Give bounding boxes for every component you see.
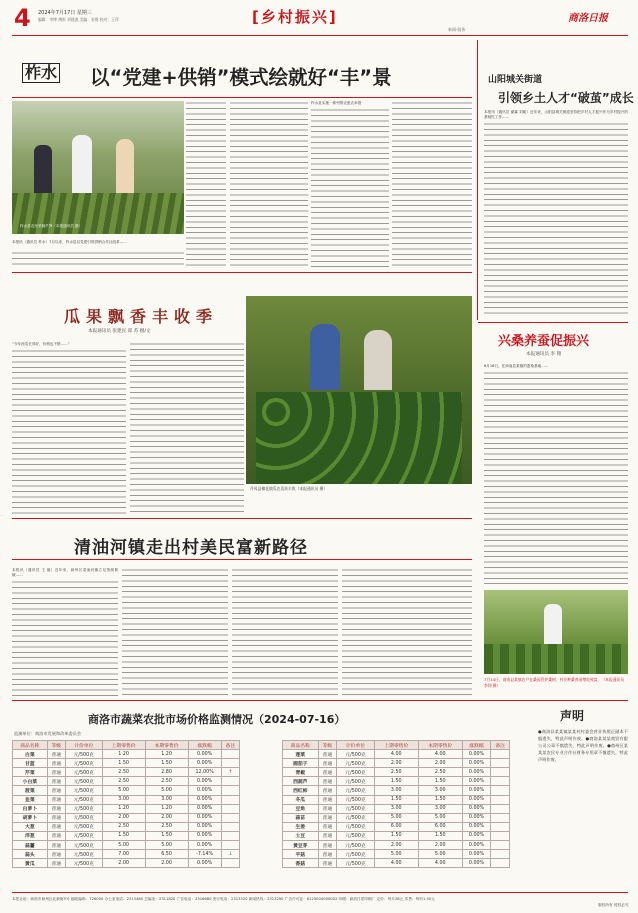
table-cell: 普通 <box>47 850 65 859</box>
farmer-figure <box>310 324 340 390</box>
column-header: 商品名称 <box>13 741 48 750</box>
table-cell: 元/500克 <box>337 822 375 831</box>
table-cell: 0.00% <box>188 777 221 786</box>
article1-tag: 柞水 <box>22 63 60 83</box>
table-cell <box>491 777 510 786</box>
table-cell: 1.20 <box>102 804 145 813</box>
article3-frame-top <box>12 272 472 273</box>
table-cell: 1.50 <box>418 777 462 786</box>
table-cell: 元/500克 <box>337 804 375 813</box>
table-cell <box>221 750 239 759</box>
table-cell: 普通 <box>318 859 337 868</box>
news-label: 新闻·服务 <box>448 27 466 32</box>
table-cell: 7.00 <box>102 850 145 859</box>
table-top-rule <box>12 700 628 701</box>
table-cell: 0.00% <box>462 777 491 786</box>
table-cell <box>221 822 239 831</box>
table-cell: 菠菜 <box>13 786 48 795</box>
table-cell: 4.00 <box>374 750 418 759</box>
article2-title-line2: 引领乡土人才“破茧”成长 <box>498 91 634 105</box>
table-row <box>13 777 240 786</box>
table-cell: 5.00 <box>418 813 462 822</box>
issue-date: 2024年7月17日 星期三 <box>38 10 92 16</box>
table-cell: 1.50 <box>374 777 418 786</box>
table-cell: 普通 <box>47 795 65 804</box>
table-cell: 元/500克 <box>337 759 375 768</box>
table-cell: 2.00 <box>102 859 145 868</box>
table-cell <box>491 768 510 777</box>
table-cell: 6.00 <box>418 822 462 831</box>
table-cell: 元/500克 <box>337 850 375 859</box>
table-cell: 普通 <box>318 804 337 813</box>
table-cell: 12.00% <box>188 768 221 777</box>
table-cell: 0.00% <box>462 841 491 850</box>
watermelon-pile <box>256 392 462 484</box>
table-header-row <box>13 741 240 750</box>
table-cell <box>491 831 510 840</box>
table-cell: 1.50 <box>374 795 418 804</box>
article3-authors: 本报通讯员 张建民 郑 苏 摄/文 <box>88 329 151 334</box>
table-cell: 元/500克 <box>65 841 102 850</box>
column-header: 本期零售价 <box>145 741 188 750</box>
table-cell: 2.00 <box>145 813 188 822</box>
table-cell: 普通 <box>318 786 337 795</box>
table-cell: 普通 <box>318 841 337 850</box>
table-cell: 元/500克 <box>337 841 375 850</box>
table-cell: 元/500克 <box>65 786 102 795</box>
table-cell: 元/500克 <box>65 795 102 804</box>
table-cell: 胡萝卜 <box>13 813 48 822</box>
table-cell: 西葫芦 <box>283 777 319 786</box>
table-cell: 洋葱 <box>13 831 48 840</box>
article1-byline: 本报讯（通讯员 柞水）7月以来，柞水县以党建引领供销合作社改革…… <box>12 240 127 244</box>
table-cell: 3.00 <box>145 795 188 804</box>
table-cell: 生姜 <box>283 822 319 831</box>
table-cell: 普通 <box>47 831 65 840</box>
table-cell: 芹菜 <box>13 768 48 777</box>
table-cell: 0.00% <box>188 813 221 822</box>
column-header: 备注 <box>491 741 510 750</box>
article5-divider <box>12 559 472 560</box>
table-cell: 元/500克 <box>337 813 375 822</box>
table-cell: 元/500克 <box>65 813 102 822</box>
table-cell: 4.00 <box>374 859 418 868</box>
article5-body-col3 <box>232 568 338 696</box>
table-cell: 甘蓝 <box>13 759 48 768</box>
table-cell: 2.00 <box>145 859 188 868</box>
section-title: [乡村振兴] <box>252 8 338 26</box>
table-cell: 1.50 <box>374 831 418 840</box>
table-cell: 白菜 <box>13 750 48 759</box>
table-cell: 2.00 <box>102 813 145 822</box>
table-cell: -7.14% <box>188 850 221 859</box>
column-header: 上期零售价 <box>374 741 418 750</box>
column-header: 商品名称 <box>283 741 319 750</box>
table-cell: 2.80 <box>145 768 188 777</box>
table-cell: 1.50 <box>102 759 145 768</box>
table-row <box>283 750 510 759</box>
table-cell <box>491 841 510 850</box>
article1-photo-caption: 柞水县农民采摘芦笋（本报通讯员 摄） <box>20 224 83 228</box>
table-cell: 黄豆芽 <box>283 841 319 850</box>
table-cell: 韭菜 <box>13 795 48 804</box>
table-cell <box>491 750 510 759</box>
notice-title: 声明 <box>560 709 585 723</box>
table-cell: 土豆 <box>283 831 319 840</box>
article1-divider <box>12 97 472 98</box>
table-cell: 0.00% <box>462 804 491 813</box>
table-cell: 1.20 <box>145 804 188 813</box>
table-cell: 蒜薹 <box>13 841 48 850</box>
table-cell: 普通 <box>318 777 337 786</box>
column-header: 计价单位 <box>65 741 102 750</box>
table-cell: 6.50 <box>145 850 188 859</box>
table-cell <box>221 813 239 822</box>
table-cell: 元/500克 <box>65 831 102 840</box>
table-cell: 小白菜 <box>13 777 48 786</box>
table-cell: 普通 <box>47 768 65 777</box>
table-cell: 0.00% <box>188 750 221 759</box>
table-cell <box>491 786 510 795</box>
footer-rule <box>12 892 628 893</box>
table-cell: 青椒 <box>283 768 319 777</box>
table-cell: 0.00% <box>462 822 491 831</box>
editors-line: 编辑：李博 傅彤 刘建波 美编：张维 校对：王萍 <box>38 17 119 22</box>
article3-photo <box>246 296 472 484</box>
table-cell <box>221 795 239 804</box>
table-cell: 普通 <box>318 768 337 777</box>
article2-byline: 本报讯（通讯员 谢霖 刘璇）近年来，山阳县城关街道坚持把乡村人才振兴作为乡村振兴的基础性工作…… <box>484 110 628 120</box>
footer-copyright: 版权所有 侵权必究 <box>598 903 629 907</box>
table-cell: 0.00% <box>188 759 221 768</box>
table-cell <box>491 822 510 831</box>
article1-body-col4 <box>392 101 472 269</box>
table-cell: 3.00 <box>418 804 462 813</box>
table-cell: 元/500克 <box>337 768 375 777</box>
table-row <box>283 786 510 795</box>
table-cell: 元/500克 <box>337 750 375 759</box>
table-cell: 2.00 <box>374 759 418 768</box>
table-cell <box>221 777 239 786</box>
table-cell: 普通 <box>47 759 65 768</box>
table-cell <box>491 850 510 859</box>
table-cell: 5.00 <box>374 850 418 859</box>
table-cell: ↓ <box>221 850 239 859</box>
article3-lead: “今年西瓜长得好，价格也不错……” <box>12 342 70 346</box>
table-row <box>13 804 240 813</box>
table-cell: 0.00% <box>188 841 221 850</box>
table-cell: 0.00% <box>462 786 491 795</box>
table-cell: 香菇 <box>283 859 319 868</box>
notice-body: ●商洛县某某镇某某村村委会营业执照正副本不慎遗失，特此声明作废。●商洛某某某商贸有限公司公章不慎遗失，特此声明作废。●商州区某某某农民专业合作社财务专用章不慎遗失，特此声明作废。 <box>538 729 628 762</box>
article4-photo-caption: 7月14日，商南县某镇农户在桑园管护桑树，村民种桑养蚕增收致富。（本报通讯员 李翔 摄） <box>484 677 625 688</box>
table-cell: 1.20 <box>102 750 145 759</box>
masthead-rule <box>12 35 628 36</box>
price-table-right <box>282 740 510 868</box>
column-header: 等级 <box>47 741 65 750</box>
table-row <box>283 795 510 804</box>
page-number: 4 <box>14 4 31 32</box>
article5-body-col4 <box>342 568 472 696</box>
table-cell: 2.50 <box>374 768 418 777</box>
table-cell: 4.00 <box>418 750 462 759</box>
article3-title: 瓜果飘香丰收季 <box>64 307 219 326</box>
table-row <box>13 795 240 804</box>
article3-body-col2 <box>130 342 244 514</box>
table-cell: 元/500克 <box>337 786 375 795</box>
article1-lead: 柞水县实施一系列帮农惠农举措 <box>311 101 362 105</box>
table-cell: 普通 <box>318 850 337 859</box>
table-cell <box>221 831 239 840</box>
table-cell: 黄瓜 <box>13 859 48 868</box>
article4-title: 兴桑养蚕促振兴 <box>498 334 590 349</box>
table-cell: 普通 <box>318 831 337 840</box>
farmer-figure <box>116 139 134 193</box>
table-row <box>13 850 240 859</box>
table-cell <box>221 759 239 768</box>
table-cell: 普通 <box>47 786 65 795</box>
table-header-row <box>283 741 510 750</box>
article4-authors: 本报通讯员 李 翔 <box>526 352 562 357</box>
article5-body-col1 <box>12 580 118 696</box>
table-cell: 西红柿 <box>283 786 319 795</box>
article5-body-col2 <box>122 568 228 696</box>
table-cell <box>221 804 239 813</box>
table-cell: 1.50 <box>418 831 462 840</box>
table-cell: 元/500克 <box>337 795 375 804</box>
table-cell: 蒜头 <box>13 850 48 859</box>
table-row <box>283 822 510 831</box>
table-cell: 2.50 <box>418 768 462 777</box>
table-cell: 白萝卜 <box>13 804 48 813</box>
table-row <box>283 841 510 850</box>
article2-body <box>484 122 628 318</box>
table-cell: 豆角 <box>283 804 319 813</box>
table-cell: 元/500克 <box>65 822 102 831</box>
article4-body <box>484 371 628 586</box>
table-row <box>13 841 240 850</box>
table-cell: 1.50 <box>145 831 188 840</box>
table-cell: 普通 <box>47 841 65 850</box>
article3-frame-bottom <box>12 518 472 519</box>
table-cell: 普通 <box>47 822 65 831</box>
table-cell <box>221 859 239 868</box>
article4-photo <box>484 590 628 674</box>
table-row <box>13 759 240 768</box>
table-cell: 2.50 <box>145 777 188 786</box>
article3-body-col1 <box>12 349 126 514</box>
table-cell: 5.00 <box>418 850 462 859</box>
table-cell: 0.00% <box>188 822 221 831</box>
table-cell: 3.00 <box>374 804 418 813</box>
table-cell: 2.50 <box>145 822 188 831</box>
table-cell: 5.00 <box>102 786 145 795</box>
table-cell: 2.00 <box>374 841 418 850</box>
column-header: 等级 <box>318 741 337 750</box>
table-cell: 4.00 <box>418 859 462 868</box>
table-cell: 0.00% <box>462 831 491 840</box>
table-cell: 2.50 <box>102 768 145 777</box>
table-cell: 普通 <box>318 795 337 804</box>
table-row <box>13 786 240 795</box>
farmer-figure <box>72 135 92 193</box>
table-cell: 普通 <box>47 750 65 759</box>
table-cell: 元/500克 <box>65 859 102 868</box>
table-cell: 3.00 <box>374 786 418 795</box>
table-cell: 元/500克 <box>65 850 102 859</box>
table-cell: 元/500克 <box>65 804 102 813</box>
table-row <box>13 813 240 822</box>
table-row <box>283 831 510 840</box>
table-cell: 普通 <box>318 822 337 831</box>
table-cell: 5.00 <box>145 786 188 795</box>
table-cell: 普通 <box>318 813 337 822</box>
table-row <box>13 768 240 777</box>
newspaper-logo: 商洛日报 <box>568 13 608 24</box>
table-cell: 5.00 <box>145 841 188 850</box>
table-row <box>283 859 510 868</box>
table-cell: 元/500克 <box>65 768 102 777</box>
table-cell <box>491 804 510 813</box>
article2-title-line1: 山阳城关街道 <box>488 75 543 85</box>
table-cell: 2.00 <box>418 841 462 850</box>
table-cell: 5.00 <box>374 813 418 822</box>
table-cell: 普通 <box>47 813 65 822</box>
table-row <box>13 822 240 831</box>
table-cell: 普通 <box>47 804 65 813</box>
column-header: 备注 <box>221 741 239 750</box>
column-header: 本期零售价 <box>418 741 462 750</box>
column-header: 上期零售价 <box>102 741 145 750</box>
article5-byline: 本报讯（通讯员 王 毅）近年来，商州区清油河镇立足资源禀赋…… <box>12 568 118 578</box>
table-cell: 圆茄子 <box>283 759 319 768</box>
mulberry-bushes <box>484 644 628 674</box>
table-cell: 大葱 <box>13 822 48 831</box>
table-cell: 普通 <box>47 777 65 786</box>
table-row <box>283 777 510 786</box>
table-row <box>283 804 510 813</box>
table-cell <box>491 813 510 822</box>
farmer-figure <box>34 145 52 193</box>
table-cell: 普通 <box>318 750 337 759</box>
table-cell <box>491 859 510 868</box>
table-cell: 元/500克 <box>337 831 375 840</box>
table-cell: ↑ <box>221 768 239 777</box>
column-header: 计价单位 <box>337 741 375 750</box>
table-cell: 0.00% <box>462 750 491 759</box>
table-cell: 0.00% <box>188 859 221 868</box>
table-cell <box>221 841 239 850</box>
table-cell <box>491 759 510 768</box>
table-cell: 元/500克 <box>337 859 375 868</box>
table-cell: 6.00 <box>374 822 418 831</box>
table-cell: 5.00 <box>102 841 145 850</box>
table-cell: 2.50 <box>102 777 145 786</box>
table-cell: 普通 <box>47 859 65 868</box>
column-header: 涨跌幅 <box>462 741 491 750</box>
table-cell: 0.00% <box>462 795 491 804</box>
article1-body-col3 <box>311 108 389 269</box>
price-table-source: 监测单位：商洛市发展和改革委员会 <box>14 731 82 736</box>
table-cell: 0.00% <box>462 813 491 822</box>
table-cell: 0.00% <box>188 831 221 840</box>
table-cell <box>221 786 239 795</box>
table-cell: 冬瓜 <box>283 795 319 804</box>
table-cell <box>491 795 510 804</box>
table-row <box>283 813 510 822</box>
article1-body-col1 <box>12 251 184 269</box>
article4-divider <box>478 322 628 323</box>
table-cell: 0.00% <box>188 786 221 795</box>
article1-title: 以“党建+供销”模式绘就好“丰”景 <box>90 66 392 89</box>
article1-body-col1b <box>186 101 226 269</box>
table-cell: 莲菜 <box>283 750 319 759</box>
table-cell: 3.00 <box>418 786 462 795</box>
article5-title: 清油河镇走出村美民富新路径 <box>74 538 308 558</box>
table-cell: 0.00% <box>188 804 221 813</box>
article2-vertical-divider <box>477 40 478 320</box>
farmer-figure <box>364 330 392 390</box>
price-table-left <box>12 740 240 868</box>
table-cell: 元/500克 <box>65 750 102 759</box>
table-cell: 普通 <box>318 759 337 768</box>
table-cell: 0.00% <box>462 768 491 777</box>
table-cell: 元/500克 <box>65 777 102 786</box>
table-row <box>13 859 240 868</box>
table-cell: 3.00 <box>102 795 145 804</box>
table-cell: 平菇 <box>283 850 319 859</box>
table-row <box>13 831 240 840</box>
table-cell: 1.50 <box>418 795 462 804</box>
table-cell: 0.00% <box>188 795 221 804</box>
article3-photo-caption: 丹凤县棣花镇瓜农喜获丰收（本报通讯员 摄） <box>250 486 328 491</box>
table-row <box>283 768 510 777</box>
table-cell: 2.50 <box>102 822 145 831</box>
table-cell: 1.50 <box>102 831 145 840</box>
table-cell: 1.20 <box>145 750 188 759</box>
table-row <box>13 750 240 759</box>
article1-body-col2 <box>230 101 308 269</box>
table-cell: 0.00% <box>462 859 491 868</box>
footer-info: 本报社址：商洛市商州区北新街5号 邮政编码：726000 办公室电话：2313480 总编室：2311820 广告电话：2316680 发行电话：2313320 新闻热线：2313290 广告许可证：6125004000002 印刷：商洛日报印刷厂 定价：每月28元 零售：每份1.50元 <box>12 897 435 901</box>
article4-lead: 6月16日，在商南县某镇的蚕桑基地…… <box>484 364 549 368</box>
table-row <box>283 850 510 859</box>
table-cell: 0.00% <box>462 850 491 859</box>
table-cell: 元/500克 <box>337 777 375 786</box>
price-table-title: 商洛市蔬菜农批市场价格监测情况（2024-07-16） <box>88 713 346 726</box>
table-row <box>283 759 510 768</box>
column-header: 涨跌幅 <box>188 741 221 750</box>
table-cell: 元/500克 <box>65 759 102 768</box>
article1-photo <box>12 101 184 234</box>
table-cell: 蒜苗 <box>283 813 319 822</box>
table-cell: 2.00 <box>418 759 462 768</box>
table-cell: 0.00% <box>462 759 491 768</box>
table-cell: 1.50 <box>145 759 188 768</box>
